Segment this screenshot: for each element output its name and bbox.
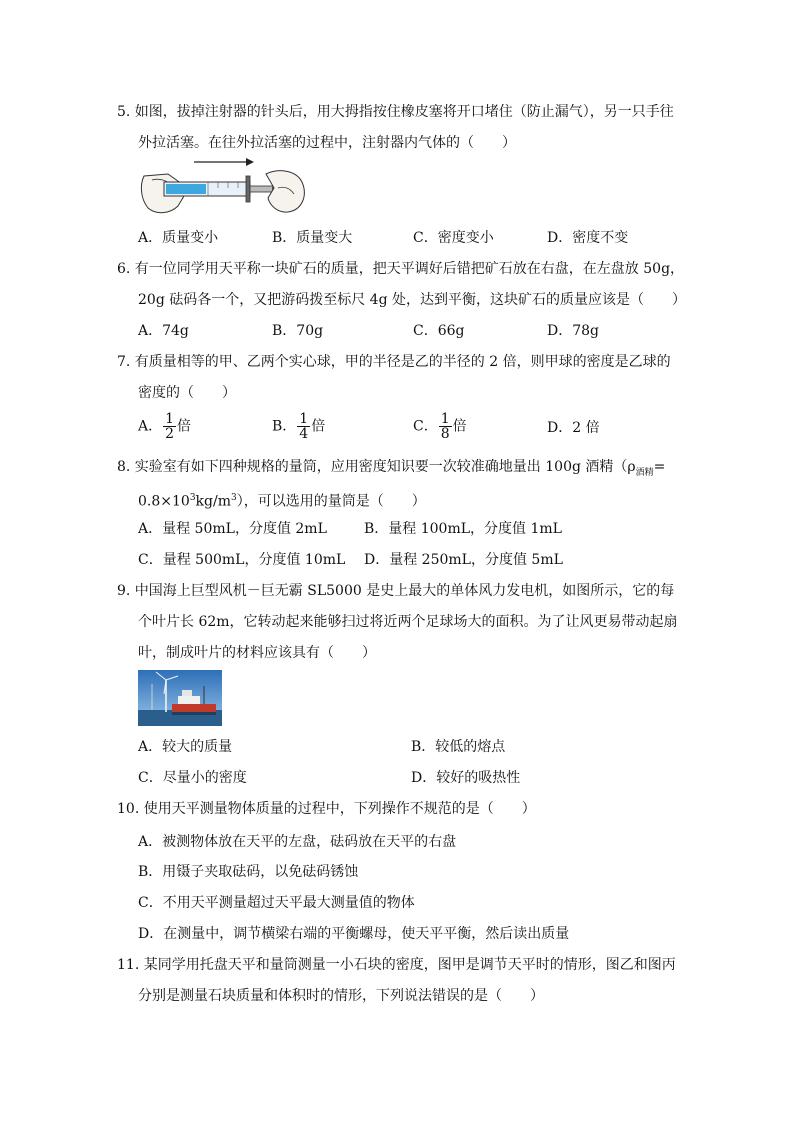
q9-option-a[interactable]: A．较大的质量 [138, 739, 233, 755]
q8-option-d[interactable]: D．量程 250mL，分度值 5mL [364, 552, 563, 568]
fraction: $\frac{1}{8}$ [440, 411, 450, 442]
q5-option-a[interactable]: A．质量变小 [138, 230, 219, 246]
q9-stem-line1: 9. 中国海上巨型风机－巨无霸 SL5000 是史上最大的单体风力发电机，如图所示，它的每 [117, 583, 675, 599]
q5-option-b[interactable]: B．质量变大 [272, 230, 353, 246]
q8-option-c[interactable]: C．量程 500mL，分度值 10mL [138, 552, 346, 568]
q9-option-d[interactable]: D．较好的吸热性 [411, 770, 521, 786]
q5-stem-line2: 外拉活塞。在往外拉活塞的过程中，注射器内气体的（ ） [138, 135, 516, 151]
q9-stem-line2: 个叶片长 62m，它转动起来能够扫过将近两个足球场大的面积。为了让风更易带动起扇 [138, 614, 678, 630]
q7-option-d[interactable]: D．2 倍 [547, 420, 600, 436]
q6-stem-line2: 20g 砝码各一个，又把游码拨至标尺 4g 处，达到平衡，这块矿石的质量应该是（ ） [138, 292, 686, 308]
q6-option-b[interactable]: B．70g [272, 323, 324, 339]
q11-stem-line1: 11. 某同学用托盘天平和量筒测量一小石块的密度，图甲是调节天平时的情形，图乙和图丙 [117, 957, 676, 973]
q7-stem-line1: 7. 有质量相等的甲、乙两个实心球，甲的半径是乙的半径的 2 倍，则甲球的密度是乙球的 [117, 354, 671, 370]
q6-option-a[interactable]: A．74g [138, 323, 189, 339]
fraction: $\frac{1}{2}$ [165, 411, 175, 442]
q8-option-a[interactable]: A．量程 50mL，分度值 2mL [138, 521, 327, 537]
q9-option-c[interactable]: C．尽量小的密度 [138, 770, 247, 786]
q5-option-c[interactable]: C．密度变小 [413, 230, 494, 246]
syringe-illustration [138, 158, 308, 216]
q10-option-a[interactable]: A．被测物体放在天平的左盘，砝码放在天平的右盘 [138, 834, 457, 850]
q8-option-b[interactable]: B．量程 100mL，分度值 1mL [364, 521, 562, 537]
fraction: $\frac{1}{4}$ [299, 411, 309, 442]
q5-stem-line1: 5. 如图，拔掉注射器的针头后，用大拇指按住橡皮塞将开口堵住（防止漏气），另一只手往 [117, 104, 674, 120]
q10-stem-line1: 10. 使用天平测量物体质量的过程中，下列操作不规范的是（ ） [117, 801, 536, 817]
q8-stem-line2: $0.8\times 10^3kg/m^3$），可以选用的量筒是（ ） [138, 493, 426, 510]
q7-option-c[interactable]: C． $\frac{1}{8}$ 倍 [413, 411, 467, 442]
q10-option-b[interactable]: B．用镊子夹取砝码，以免砝码锈蚀 [138, 864, 359, 880]
q9-stem-line3: 叶，制成叶片的材料应该具有（ ） [138, 645, 376, 661]
q10-option-c[interactable]: C．不用天平测量超过天平最大测量值的物体 [138, 895, 415, 911]
q10-option-d[interactable]: D．在测量中，调节横梁右端的平衡螺母，使天平平衡，然后读出质量 [138, 926, 570, 942]
q6-option-c[interactable]: C．66g [413, 323, 465, 339]
q5-option-d[interactable]: D．密度不变 [547, 230, 629, 246]
q7-option-b[interactable]: B． $\frac{1}{4}$ 倍 [272, 411, 326, 442]
q9-option-b[interactable]: B．较低的熔点 [411, 739, 506, 755]
q7-stem-line2: 密度的（ ） [138, 385, 236, 401]
q6-stem-line1: 6. 有一位同学用天平称一块矿石的质量，把天平调好后错把矿石放在右盘，在左盘放 50g， [117, 261, 685, 277]
wind-turbine-photo [138, 670, 222, 726]
q8-stem-line1: 8. 实验室有如下四种规格的量筒，应用密度知识要一次较准确地量出 100g 酒精（$\rho_{酒精}=$ [117, 459, 666, 478]
q6-option-d[interactable]: D．78g [547, 323, 600, 339]
q7-option-a[interactable]: A． $\frac{1}{2}$ 倍 [138, 411, 192, 442]
q11-stem-line2: 分别是测量石块质量和体积时的情形，下列说法错误的是（ ） [138, 988, 544, 1004]
